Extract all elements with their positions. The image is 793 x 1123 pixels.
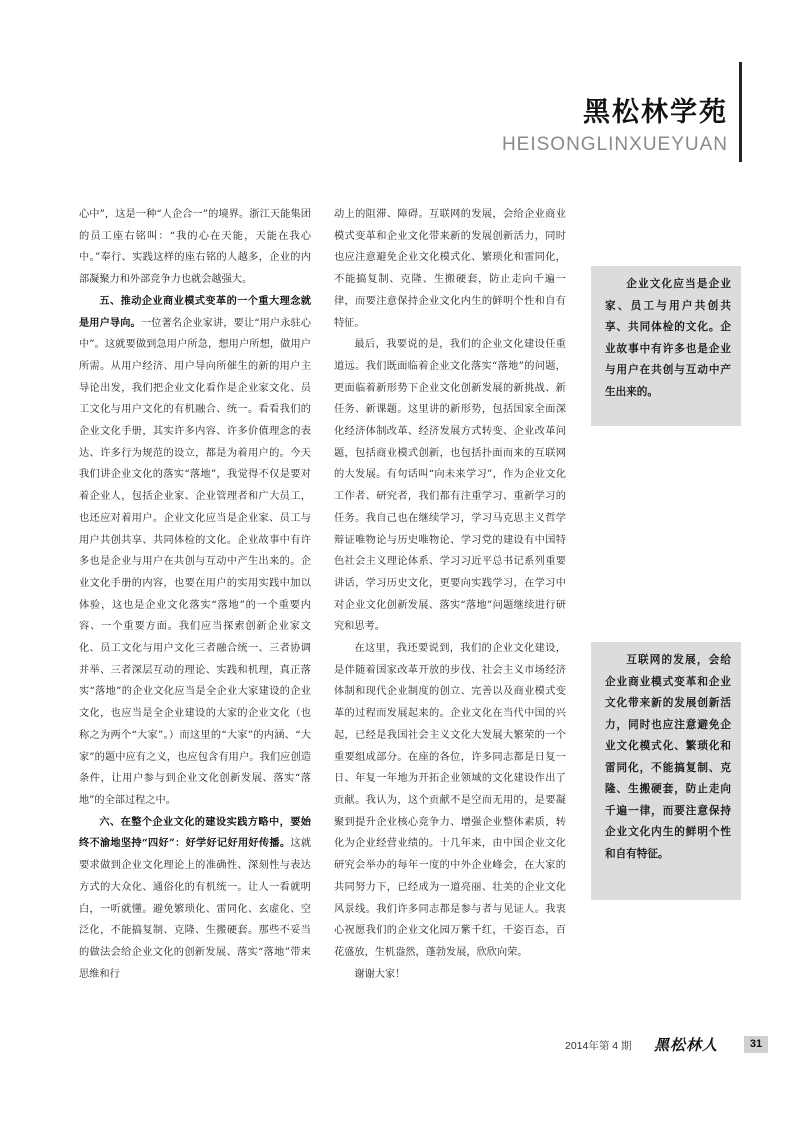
text-column-middle — [334, 204, 566, 985]
paragraph: 最后，我要说的是，我们的企业文化建设任重道远。我们既面临着企业文化落实“落地”的问题，更面临着新形势下企业文化创新发展的新挑战、新任务、新课题。这里讲的新形势，包括国家全面深化经济体制改革、经济发展方式转变、企业改革问题，包括商业模式创新，也包括扑面而来的互联网的大发展。有句话叫“向未来学习”，作为企业文化工作者、研究者，我们都有注重学习、重新学习的任务。我自己也在继续学习，学习马克思主义哲学辩证唯物论与历史唯物论、学习党的建设有中国特色社会主义理论体系、学习习近平总书记系列重要讲话，学习历史文化，更要向实践学习，在学习中对企业文化创新发展、落实“落地”问题继续进行研究和思考。 — [334, 339, 566, 633]
section-title: 黑松林学苑 — [583, 97, 728, 128]
page-number: 31 — [744, 1036, 768, 1053]
pull-quote-2 — [591, 642, 741, 900]
section-subtitle: HEISONGLINXUEYUAN — [501, 134, 728, 155]
running-header — [450, 62, 742, 162]
paragraph: 心中”，这是一种“人企合一”的境界。浙江天能集团的员工座右铭叫：“我的心在天能，天能在我心中。”奉行、实践这样的座右铭的人越多，企业的内部凝聚力和外部竞争力也就会越强大。 — [79, 209, 311, 286]
page-footer — [549, 1034, 769, 1056]
pull-quote-text: 企业文化应当是企业家、员工与用户共创共享、共同体检的文化。企业故事中有许多也是企业与用户在共创与互动中产生出来的。 — [605, 278, 731, 398]
pull-quote-text: 互联网的发展，会给企业商业模式变革和企业文化带来新的发展创新活力，同时也应注意避免企业文化模式化、繁琐化和雷同化，不能搞复制、克隆、生搬硬套，防止走向千遍一律，而要注意保持企业文化内生的鲜明个性和自有特征。 — [605, 654, 731, 860]
header-vertical-rule — [739, 62, 742, 162]
paragraph: 在这里，我还要说到，我们的企业文化建设，是伴随着国家改革开放的步伐、社会主义市场经济体制和现代企业制度的创立、完善以及商业模式变革的过程而发展起来的。企业文化在当代中国的兴起，已经是我国社会主义文化大发展大繁荣的一个重要组成部分。在座的各位，许多同志都是日复一日、年复一年地为开拓企业领域的文化建设作出了贡献。我认为，这个贡献不是空而无用的，是要凝聚到提升企业核心竞争力、增强企业整体素质，转化为企业经营业绩的。十几年来，由中国企业文化研究会举办的每年一度的中外企业峰会，在大家的共同努力下，已经成为一道亮丽、壮美的企业文化风景线。我们许多同志都是参与者与见证人。我衷心祝愿我们的企业文化园万紫千红，千姿百态，百花盛放，生机盎然，蓬勃发展，欣欣向荣。 — [334, 643, 566, 958]
text-column-left — [79, 204, 311, 985]
pull-quote-1 — [591, 266, 741, 426]
issue-label: 2014年第 4 期 — [565, 1040, 632, 1052]
section-heading: 五、推动企业商业模式变革的一个重大理念就是用户导向。 — [79, 294, 311, 329]
paragraph-section-6 — [79, 812, 311, 986]
magazine-logo: 黑松林人 — [654, 1036, 719, 1054]
paragraph-section-5 — [79, 291, 311, 812]
paragraph: 动上的阻滞、障碍。互联网的发展，会给企业商业模式变革和企业文化带来新的发展创新活力，同时也应注意避免企业文化模式化、繁琐化和雷同化，不能搞复制、克隆、生搬硬套，防止走向千遍一律，而要注意保持企业文化内生的鲜明个性和自有特征。 — [334, 209, 566, 329]
section-heading: 六、在整个企业文化的建设实践方略中，要始终不渝地坚持“四好”：好学好记好用好传播。 — [79, 815, 311, 850]
paragraph-body: 一位著名企业家讲，要让“用户永驻心中”。这就要做到急用户所急，想用户所想，做用户所需。从用户经济、用户导向所催生的新的用户主导论出发，我们把企业文化看作是企业家文化、员工文化与用户文化的有机融合、统一。看看我们的企业文化手册，其实许多内容、许多价值理念的表达、许多行为规范的设立，都是为着用户的。今天我们讲企业文化的落实“落地”，我觉得不仅是要对着企业人，包括企业家、企业管理者和广大员工，也还应对着用户。企业文化应当是企业家、员工与用户共创共享、共同体检的文化。企业故事中有许多也是企业与用户在共创与互动中产生出来的。企业文化手册的内容，也要在用户的实用实践中加以体验，这也是企业文化落实“落地”的一个重要内容、一个重要方面。我们应当探索创新企业家文化、员工文化与用户文化三者融合统一、三者协调并举、三者深层互动的理论、实践和机理，真正落实“落地”的企业文化应当是全企业大家建设的企业文化，也应当是全企业建设的大家的企业文化（也称之为两个“大家”。）而这里的“大家”的内涵、“大家”的题中应有之义，也应包含有用户。我们应创造条件，让用户参与到企业文化创新发展、落实“落地”的全部过程之中。 — [79, 317, 311, 806]
paragraph-body: 这就要求做到企业文化理论上的准确性、深刻性与表达方式的大众化、通俗化的有机统一。让人一看就明白，一听就懂。避免繁琐化、雷同化、玄虚化、空泛化，不能搞复制、克隆、生搬硬套。那些不妥当的做法会给企业文化的创新发展、落实“落地”带来思维和行 — [79, 838, 312, 980]
closing-line: 谢谢大家！ — [354, 968, 406, 980]
